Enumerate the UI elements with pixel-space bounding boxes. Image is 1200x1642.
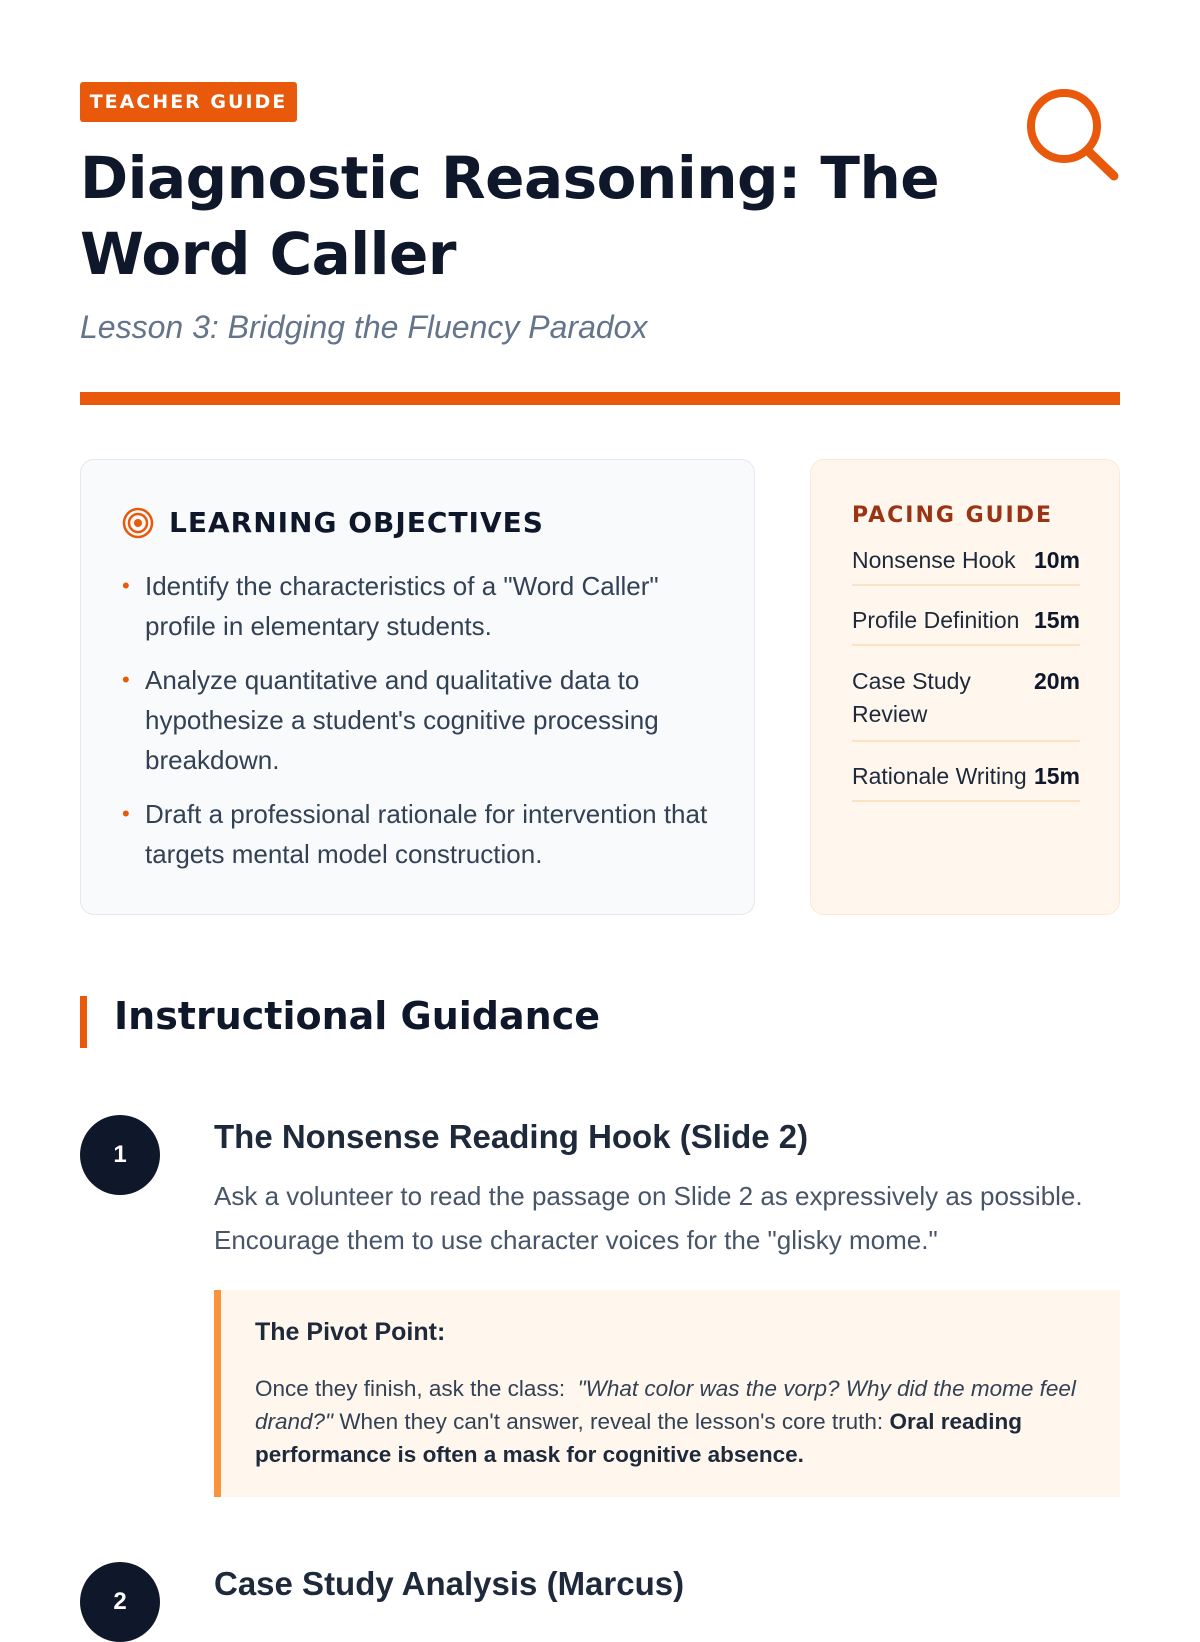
callout-emphasis: Oral reading performance is often a mask for cognitive absence.	[255, 1409, 1022, 1467]
objective-text: Draft a professional rationale for intervention that targets mental model construction.	[145, 799, 708, 869]
learning-objectives-header	[122, 506, 544, 539]
target-icon	[122, 507, 154, 539]
page-subtitle: Lesson 3: Bridging the Fluency Paradox	[80, 309, 648, 345]
pacing-duration: 10m	[1033, 547, 1080, 573]
callout-lead: Once they finish, ask the class:	[255, 1376, 566, 1401]
teacher-guide-page	[80, 0, 1120, 1615]
step-number-badge: 1	[80, 1115, 160, 1195]
pacing-activity: Case Study Review	[852, 668, 971, 727]
pacing-row	[852, 604, 1080, 646]
pacing-guide-card	[810, 459, 1120, 915]
section-accent-bar	[80, 996, 87, 1048]
search-icon	[1022, 84, 1122, 184]
callout-middle: When they can't answer, reveal the lesson's core truth:	[339, 1409, 884, 1434]
page-title: Diagnostic Reasoning: The Word Caller	[80, 144, 940, 288]
step-description: Ask a volunteer to read the passage on Slide 2 as expressively as possible. Encourage them to use character voices for the "glisky mome."	[214, 1181, 1083, 1255]
pacing-guide-title: PACING GUIDE	[852, 503, 1053, 528]
pacing-duration: 20m	[1033, 668, 1080, 694]
learning-objectives-card	[80, 459, 755, 915]
callout-title: The Pivot Point:	[255, 1318, 446, 1346]
bullet-icon: •	[122, 801, 130, 826]
pacing-duration: 15m	[1033, 763, 1080, 789]
list-item	[122, 794, 712, 874]
list-item	[122, 566, 712, 646]
header-divider	[80, 392, 1120, 405]
bullet-icon: •	[122, 667, 130, 692]
learning-objectives-title: LEARNING OBJECTIVES	[169, 506, 544, 539]
pacing-activity: Nonsense Hook	[852, 547, 1016, 573]
pacing-activity: Profile Definition	[852, 607, 1020, 633]
bullet-icon: •	[122, 573, 130, 598]
callout-quote: "What color was the vorp? Why did the mome feel drand?"	[255, 1376, 1076, 1434]
pacing-row	[852, 760, 1080, 802]
list-item	[122, 660, 712, 780]
step-title: Case Study Analysis (Marcus)	[214, 1565, 685, 1602]
objectives-list	[122, 566, 712, 888]
pacing-activity: Rationale Writing	[852, 763, 1027, 789]
instructional-guidance-heading: Instructional Guidance	[114, 994, 601, 1038]
pacing-row	[852, 544, 1080, 586]
step-number-badge: 2	[80, 1562, 160, 1642]
teacher-guide-badge: TEACHER GUIDE	[80, 82, 297, 122]
objective-text: Analyze quantitative and qualitative data to hypothesize a student's cognitive processing breakdown.	[145, 665, 659, 775]
step-title: The Nonsense Reading Hook (Slide 2)	[214, 1118, 809, 1155]
objective-text: Identify the characteristics of a "Word Caller" profile in elementary students.	[145, 571, 659, 641]
pacing-duration: 15m	[1033, 607, 1080, 633]
pacing-row	[852, 665, 1080, 742]
callout-text	[255, 1372, 1105, 1471]
pivot-point-callout	[214, 1290, 1120, 1497]
